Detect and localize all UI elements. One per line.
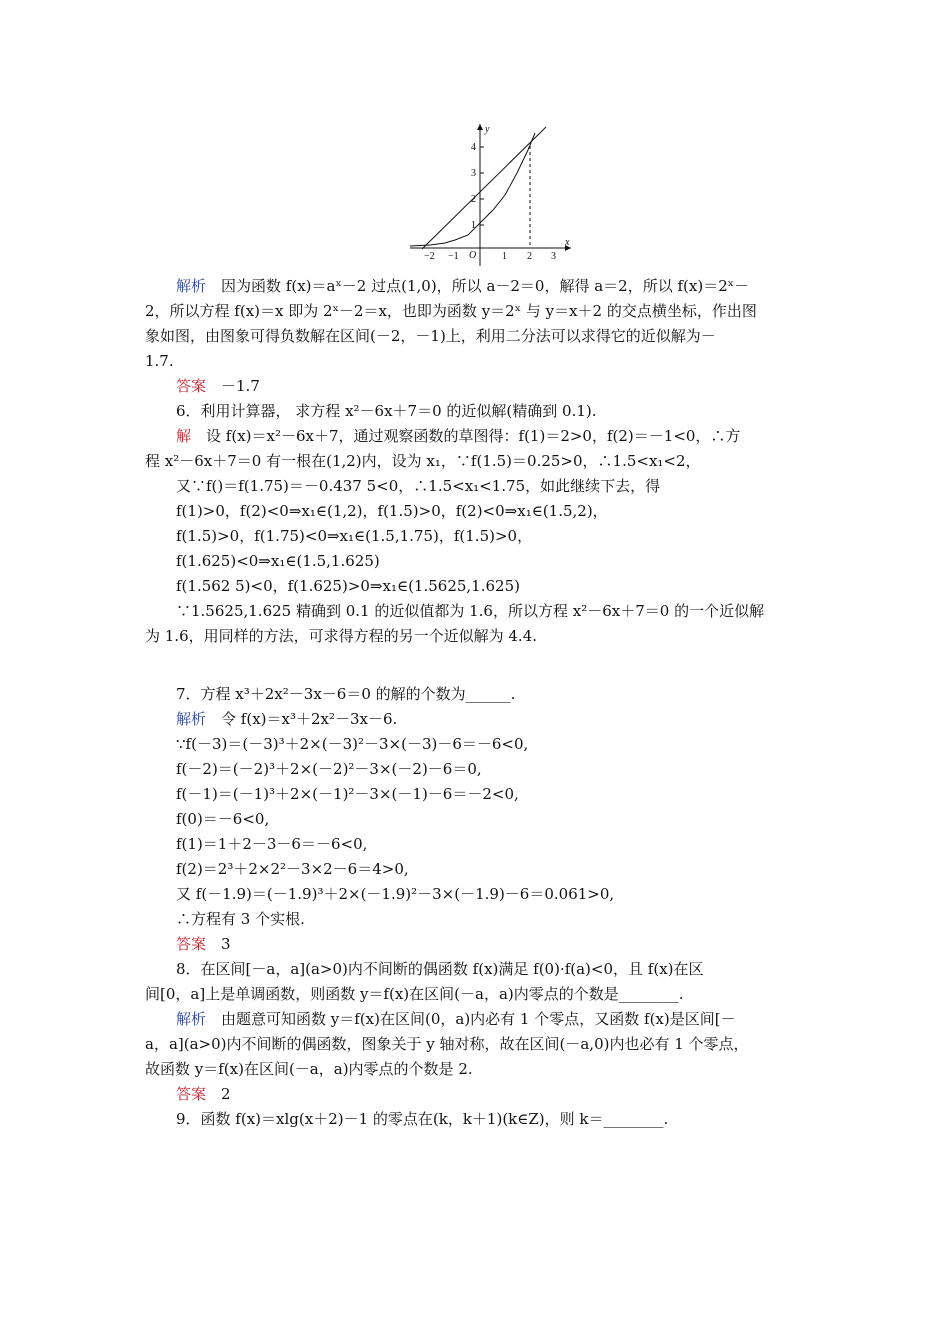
text-line [145, 451, 701, 471]
line-text: f(1)＝1＋2－3－6＝－6<0, [176, 835, 368, 853]
text-line [176, 934, 231, 954]
section-label: 解析 [176, 710, 207, 728]
text-line [176, 684, 515, 704]
text-line [176, 1084, 231, 1104]
line-text: f(1.5)>0，f(1.75)<0⇒x₁∈(1.5,1.75)，f(1.5)>0， [176, 527, 533, 545]
y-axis-label: y [485, 124, 490, 135]
y-axis-arrow [477, 124, 483, 130]
text-line [145, 326, 716, 346]
line-text: －1.7 [206, 377, 260, 395]
text-line [176, 784, 519, 804]
line-text: 7．方程 x³＋2x²－3x－6＝0 的解的个数为______. [176, 685, 516, 703]
line-text: 又 f(－1.9)＝(－1.9)³＋2×(－1.9)²－3×(－1.9)－6＝0.061>0, [176, 885, 615, 903]
y-tick-label: 4 [471, 142, 476, 153]
line-y-x-plus-2 [422, 127, 546, 249]
line-text: 由题意可知函数 y＝f(x)在区间(0，a)内必有 1 个零点，又函数 f(x)是区间[－ [206, 1010, 736, 1028]
text-line [176, 759, 482, 779]
line-text: 因为函数 f(x)＝aˣ－2 过点(1,0)，所以 a－2＝0，解得 a＝2，所以 f(x)＝2ˣ－ [206, 277, 750, 295]
line-text: f(－2)＝(－2)³＋2×(－2)²－3×(－2)－6＝0, [176, 760, 482, 778]
line-text: 9．函数 f(x)＝xlg(x＋2)－1 的零点在(k，k＋1)(k∈Z)，则 k＝________. [176, 1110, 669, 1128]
text-line [176, 526, 532, 546]
section-label: 答案 [176, 1085, 207, 1103]
text-line [176, 809, 269, 829]
text-line [176, 576, 520, 596]
function-graph-figure [405, 118, 575, 270]
section-label: 解析 [176, 1010, 207, 1028]
text-line [176, 401, 597, 421]
text-line [176, 501, 608, 521]
text-line [176, 1009, 736, 1029]
line-text: 6．利用计算器， 求方程 x²－6x＋7＝0 的近似解(精确到 0.1). [176, 402, 597, 420]
y-tick-label: 2 [471, 194, 476, 205]
origin-label: O [469, 250, 477, 261]
text-line [176, 709, 397, 729]
line-text: 故函数 y＝f(x)在区间(－a，a)内零点的个数是 2. [145, 1060, 473, 1078]
section-label: 答案 [176, 935, 207, 953]
line-text: f(0)＝－6<0, [176, 810, 270, 828]
text-line [176, 476, 660, 496]
line-text: f(－1)＝(－1)³＋2×(－1)²－3×(－1)－6＝－2<0, [176, 785, 519, 803]
line-text: ∵1.5625,1.625 精确到 0.1 的近似值都为 1.6，所以方程 x²－6x＋7＝0 的一个近似解 [176, 602, 765, 620]
text-line [176, 909, 305, 929]
text-line [176, 551, 380, 571]
line-text: 为 1.6，用同样的方法，可求得方程的另一个近似解为 4.4. [145, 627, 538, 645]
text-line [145, 626, 537, 646]
x-tick-label: −2 [424, 251, 435, 262]
line-text: f(1.562 5)<0，f(1.625)>0⇒x₁∈(1.5625,1.625) [176, 577, 520, 595]
y-tick-label: 1 [471, 220, 476, 231]
text-line [176, 959, 704, 979]
x-tick-label: 2 [527, 251, 532, 262]
line-text: 3 [206, 935, 231, 953]
line-text: f(1.625)<0⇒x₁∈(1.5,1.625) [176, 552, 380, 570]
text-line [176, 376, 260, 396]
text-line [145, 351, 174, 371]
text-line [176, 884, 614, 904]
line-text: ∴方程有 3 个实根. [176, 910, 305, 928]
text-line [176, 734, 528, 754]
line-text: 1.7. [145, 352, 174, 370]
x-tick-label: 3 [551, 251, 556, 262]
line-text: f(2)＝2³＋2×2²－3×2－6＝4>0, [176, 860, 409, 878]
text-line [145, 1059, 473, 1079]
text-line [176, 834, 367, 854]
x-tick-label: 1 [502, 251, 507, 262]
line-text: 8．在区间[－a，a](a>0)内不间断的偶函数 f(x)满足 f(0)·f(a)<0，且 f(x)在区 [176, 960, 704, 978]
section-label: 解析 [176, 277, 207, 295]
line-text: f(1)>0，f(2)<0⇒x₁∈(1,2)，f(1.5)>0，f(2)<0⇒x₁∈(1.5,2)， [176, 502, 608, 520]
line-text: 令 f(x)＝x³＋2x²－3x－6. [206, 710, 398, 728]
line-text: 设 f(x)＝x²－6x＋7，通过观察函数的草图得：f(1)＝2>0，f(2)＝－1<0，∴方 [191, 427, 741, 445]
line-text: 又∵f()＝f(1.75)＝－0.437 5<0，∴1.5<x₁<1.75，如此继续下去，得 [176, 477, 661, 495]
line-text: 2，所以方程 f(x)＝x 即为 2ˣ－2＝x，也即为函数 y＝2ˣ 与 y＝x＋2 的交点横坐标，作出图 [145, 302, 757, 320]
text-line [176, 426, 740, 446]
text-line [145, 1034, 749, 1054]
line-text: 间[0，a]上是单调函数，则函数 y＝f(x)在区间(－a，a)内零点的个数是________. [145, 985, 684, 1003]
section-label: 解 [176, 427, 192, 445]
section-label: 答案 [176, 377, 207, 395]
y-tick-label: 3 [471, 168, 476, 179]
text-line [176, 1109, 668, 1129]
line-text: 程 x²－6x＋7＝0 有一根在(1,2)内，设为 x₁，∵f(1.5)＝0.25>0，∴1.5<x₁<2， [145, 452, 701, 470]
text-line [176, 276, 749, 296]
line-text: a，a](a>0)内不间断的偶函数，图象关于 y 轴对称，故在区间(－a,0)内也必有 1 个零点， [145, 1035, 749, 1053]
text-line [145, 301, 757, 321]
text-line [176, 859, 409, 879]
line-text: 象如图，由图象可得负数解在区间(－2，－1)上，利用二分法可以求得它的近似解为－ [145, 327, 716, 345]
line-text: ∵f(－3)＝(－3)³＋2×(－3)²－3×(－3)－6＝－6<0, [176, 735, 529, 753]
text-line [176, 601, 764, 621]
line-text: 2 [206, 1085, 231, 1103]
text-line [145, 984, 684, 1004]
graph-svg [405, 118, 575, 270]
x-axis-label: x [565, 237, 570, 248]
x-tick-label: −1 [448, 251, 459, 262]
